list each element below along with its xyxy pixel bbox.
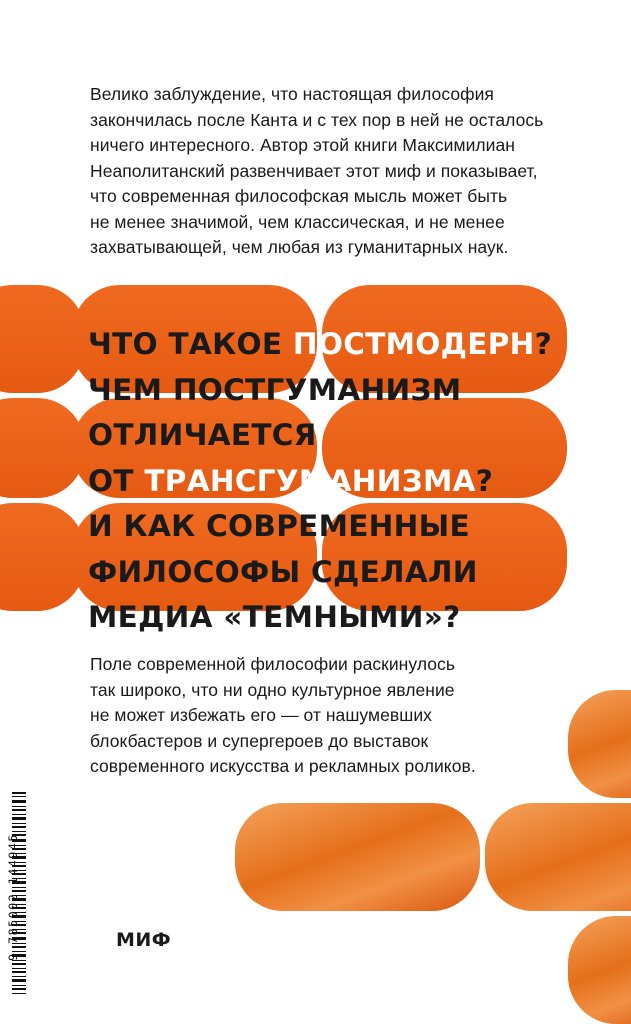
body-paragraph	[90, 652, 476, 780]
gold-pill	[568, 690, 631, 798]
headline-line: ЧЕМ ПОСТГУМАНИЗМ	[88, 372, 462, 407]
barcode-digits: 9 785002 144945	[6, 833, 20, 961]
headline-highlight: ТРАНСГУМАНИЗМА	[144, 463, 476, 498]
intro-line: что современная философская мысль может быть	[90, 186, 508, 206]
intro-line: ничего интересного. Автор этой книги Максимилиан	[90, 135, 515, 155]
headline-line: МЕДИА «ТЕМНЫМИ»?	[88, 600, 461, 634]
barcode-number	[0, 800, 26, 995]
body-line: современного искусства и рекламных роликов.	[90, 756, 476, 776]
headline-line	[88, 459, 552, 505]
body-line: блокбастеров и супергероев до выставок	[90, 730, 429, 751]
headline-line: ФИЛОСОФЫ СДЕЛАЛИ	[88, 554, 478, 589]
headline-text: ЧТО ТАКОЕ	[88, 327, 293, 361]
intro-line: закончилась после Канта и с тех пор в ней не осталось	[90, 109, 544, 130]
headline-line: ОТЛИЧАЕТСЯ	[88, 418, 317, 452]
intro-line: захватывающей, чем любая из гуманитарных наук.	[90, 237, 509, 257]
publisher-logo: МИФ	[116, 929, 172, 951]
intro-line: не менее значимой, чем классическая, и не менее	[90, 211, 505, 232]
intro-line: Велико заблуждение, что настоящая философия	[90, 84, 494, 104]
intro-paragraph	[90, 82, 543, 261]
headline-text: ?	[475, 463, 494, 498]
headline-text: ОТ	[88, 463, 145, 498]
headline-text: ?	[534, 327, 553, 361]
body-line: так широко, что ни одно культурное явление	[90, 679, 455, 700]
gold-pill	[568, 916, 631, 1024]
body-line: не может избежать его — от нашумевших	[90, 705, 432, 725]
body-line: Поле современной философии раскинулось	[90, 654, 456, 674]
gold-pill	[485, 803, 631, 911]
gold-pill	[235, 803, 480, 911]
headline-line: И КАК СОВРЕМЕННЫЕ	[88, 509, 470, 543]
headline-line	[88, 322, 552, 368]
headline	[88, 322, 552, 641]
intro-line: Неаполитанский развенчивает этот миф и показывает,	[90, 160, 538, 181]
headline-highlight: ПОСТМОДЕРН	[292, 327, 535, 361]
